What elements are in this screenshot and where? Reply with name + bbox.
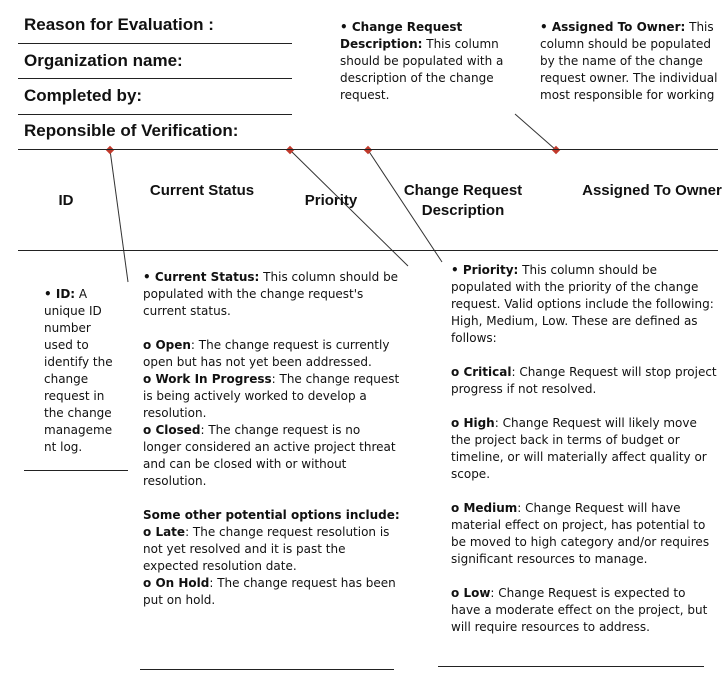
owner-note	[540, 19, 720, 121]
priority-note-title: • Priority:	[451, 263, 518, 277]
priority-note-text: This column should be populated with the priority of the change request. Valid options include the following: High, Medium, Low. These are defined as follows:	[451, 263, 714, 345]
table-header-rule	[18, 250, 718, 251]
priority-level-critical: o Critical: Change Request will stop project progress if not resolved.	[451, 365, 717, 396]
priority-level-low: o Low: Change Request is expected to have a moderate effect on the project, but will require resources to address.	[451, 586, 708, 634]
reason-for-evaluation-label: Reason for Evaluation :	[24, 15, 214, 34]
status-note-text: This column should be populated with the change request's current status.	[143, 270, 399, 318]
id-note-text: A unique ID number used to identify the change request in the change manageme nt log.	[44, 287, 113, 454]
status-option-on-hold: o On Hold: The change request has been put on hold.	[143, 576, 396, 607]
organization-name-label: Organization name:	[24, 51, 183, 70]
note-underline	[24, 470, 128, 471]
note-underline	[140, 669, 394, 670]
column-header-id: ID	[58, 192, 74, 209]
id-note-title: • ID:	[44, 287, 75, 301]
field-divider	[18, 78, 292, 79]
table-top-rule	[18, 149, 718, 150]
column-header-priority: Priority	[304, 192, 358, 209]
priority-note	[451, 262, 717, 636]
verification-label: Reponsible of Verification:	[24, 121, 239, 140]
note-underline	[438, 666, 704, 667]
field-divider	[18, 114, 292, 115]
completed-by-label: Completed by:	[24, 86, 143, 105]
owner-note-title: • Assigned To Owner:	[540, 20, 685, 34]
column-header-current-status: Current Status	[149, 182, 255, 199]
id-note	[44, 286, 122, 456]
status-other-heading: Some other potential options include:	[143, 508, 400, 522]
priority-level-high: o High: Change Request will likely move the project back in terms of budget or timeline, or will materially affect quality or scope.	[451, 416, 707, 481]
priority-level-medium: o Medium: Change Request will have material effect on project, has potential to be moved to high category and/or requires significant resources to manage.	[451, 501, 710, 566]
status-option-closed: o Closed: The change request is no longer considered an active project threat and can be closed with or without resolution.	[143, 423, 396, 488]
status-option-work-in-progress: o Work In Progress: The change request is being actively worked to develop a resolution.	[143, 372, 400, 420]
status-note-title: • Current Status:	[143, 270, 259, 284]
column-header-description: Change Request Description	[403, 182, 523, 219]
description-note	[340, 19, 520, 109]
owner-note-text: This column should be populated by the name of the change request owner. The individual most responsible for working	[540, 20, 718, 102]
field-divider	[18, 43, 292, 44]
description-note-text: This column should be populated with a description of the change request.	[340, 37, 504, 102]
status-option-late: o Late: The change request resolution is not yet resolved and it is past the expected resolution date.	[143, 525, 390, 573]
column-header-owner: Assigned To Owner	[582, 182, 722, 199]
status-option-open: o Open: The change request is currently open but has not yet been addressed.	[143, 338, 390, 369]
description-note-title: • Change Request Description:	[340, 20, 462, 51]
status-note	[143, 269, 401, 609]
